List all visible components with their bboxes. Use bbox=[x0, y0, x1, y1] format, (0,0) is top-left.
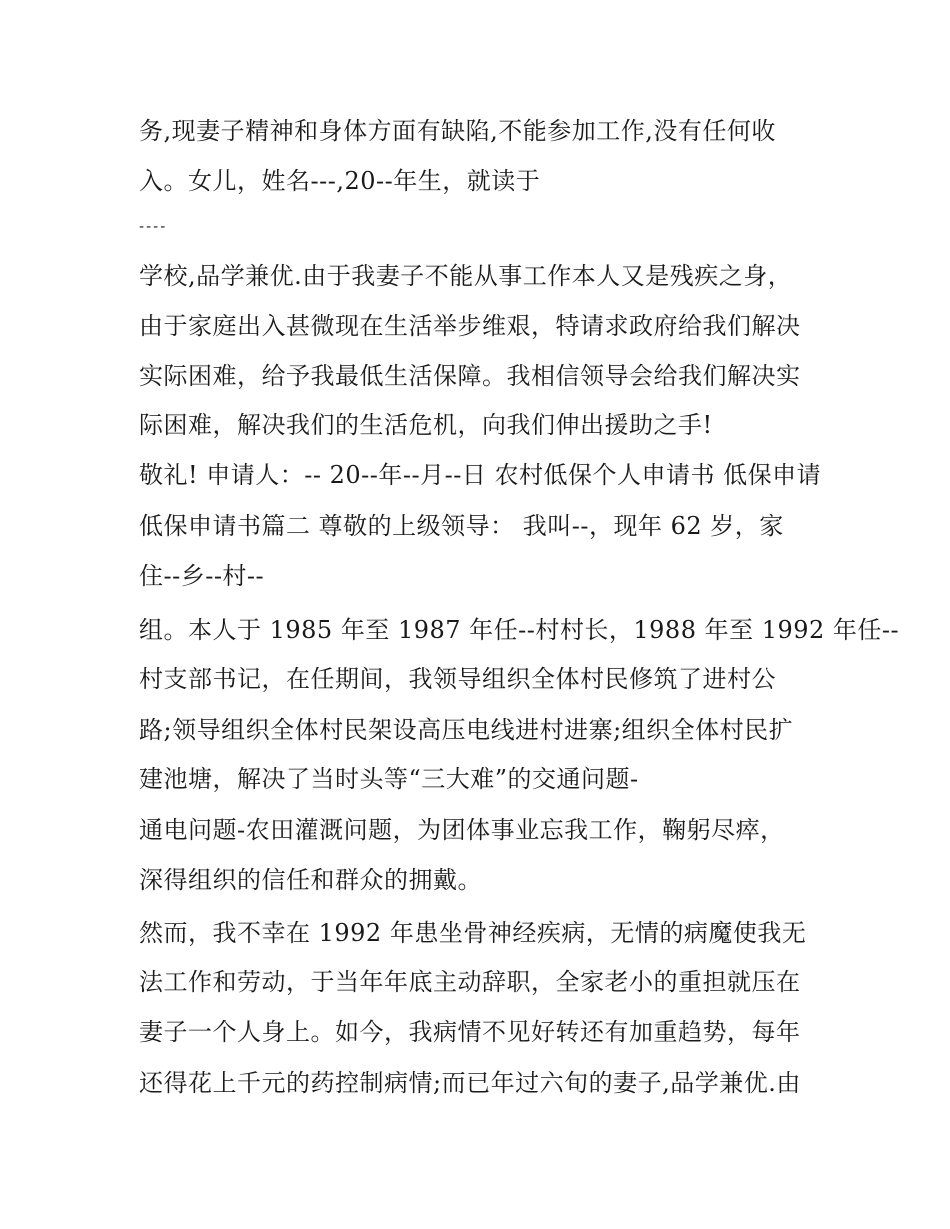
text-line: 村支部书记，在任期间，我领导组织全体村民修筑了进村公 bbox=[139, 665, 776, 693]
text-line: 妻子一个人身上。如今，我病情不见好转还有加重趋势，每年 bbox=[139, 1018, 801, 1046]
text-line: 由于家庭出入甚微现在生活举步维艰，特请求政府给我们解决 bbox=[139, 312, 801, 340]
text-line: 低保申请书篇二 尊敬的上级领导： 我叫--，现年 62 岁，家 bbox=[139, 512, 784, 540]
text-line: 际困难，解决我们的生活危机，向我们伸出援助之手! bbox=[139, 411, 713, 439]
text-line: 住--乡--村-- bbox=[139, 562, 265, 590]
text-line: 路;领导组织全体村民架设高压电线进村进寨;组织全体村民扩 bbox=[139, 716, 794, 744]
text-line: 组。本人于 1985 年至 1987 年任--村村长，1988 年至 1992 年任-- bbox=[139, 616, 900, 644]
text-line: 实际困难，给予我最低生活保障。我相信领导会给我们解决实 bbox=[139, 362, 801, 390]
text-line: 然而，我不幸在 1992 年患坐骨神经疾病，无情的病魔使我无 bbox=[139, 919, 807, 947]
text-line: ---- bbox=[139, 217, 168, 235]
text-line: 务,现妻子精神和身体方面有缺陷,不能参加工作,没有任何收 bbox=[139, 117, 776, 145]
text-line: 建池塘，解决了当时头等“三大难”的交通问题- bbox=[139, 765, 639, 793]
text-line: 深得组织的信任和群众的拥戴。 bbox=[139, 866, 482, 894]
text-line: 还得花上千元的药控制病情;而已年过六旬的妻子,品学兼优.由 bbox=[139, 1069, 801, 1097]
text-line: 法工作和劳动，于当年年底主动辞职，全家老小的重担就压在 bbox=[139, 968, 801, 996]
text-line: 敬礼! 申请人：-- 20--年--月--日 农村低保个人申请书 低保申请 bbox=[139, 461, 822, 489]
text-line: 学校,品学兼优.由于我妻子不能从事工作本人又是残疾之身， bbox=[139, 262, 793, 290]
text-line: 入。女儿，姓名---,20--年生，就读于 bbox=[139, 167, 541, 195]
text-line: 通电问题-农田灌溉问题，为团体事业忘我工作，鞠躬尽瘁， bbox=[139, 816, 785, 844]
